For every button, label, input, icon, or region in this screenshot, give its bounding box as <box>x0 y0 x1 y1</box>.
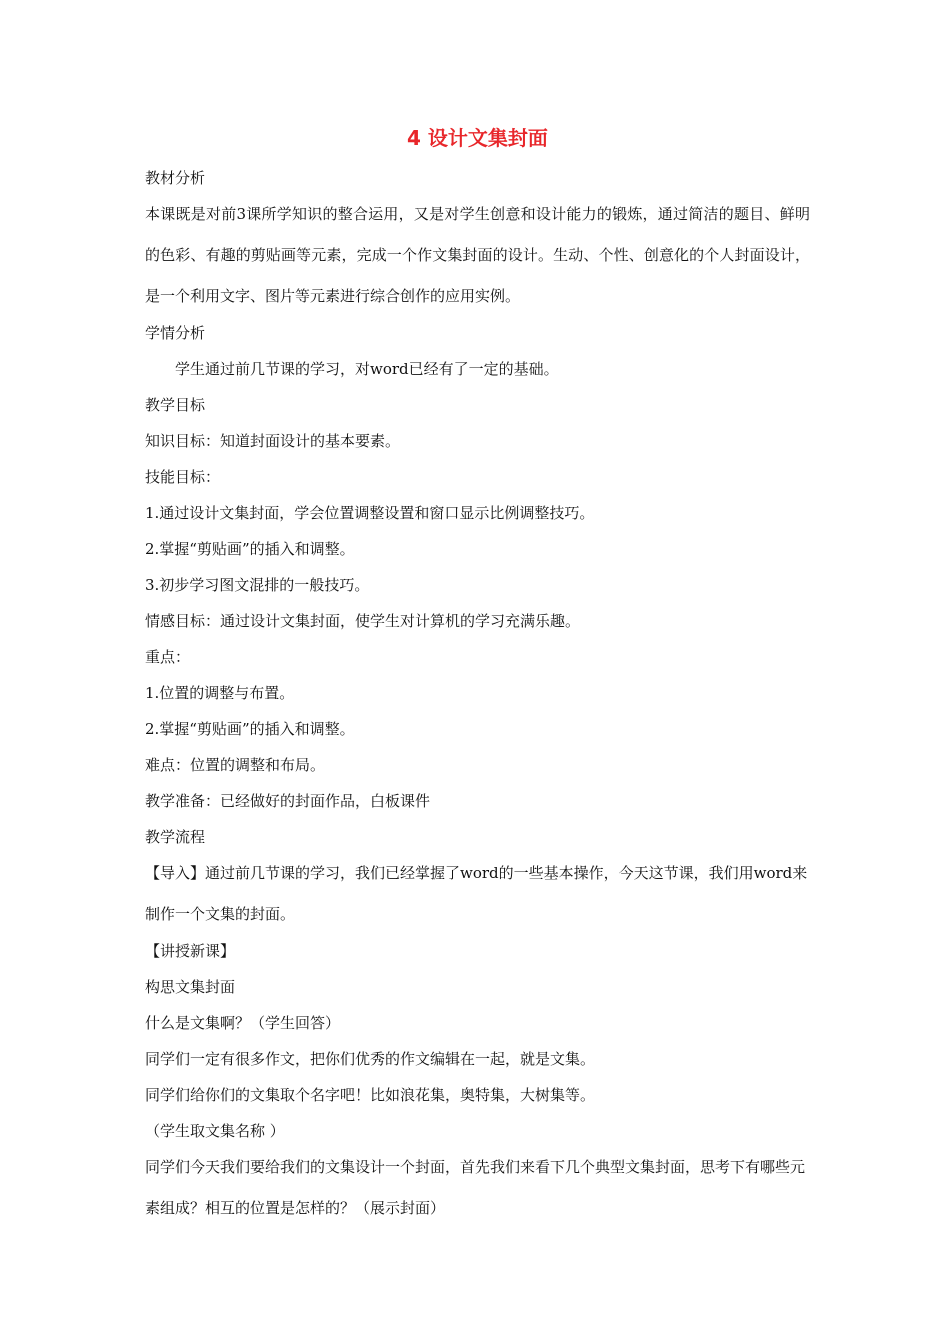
knowledge-goal: 知识目标：知道封面设计的基本要素。 <box>145 432 401 450</box>
text-line: （学生取文集名称 ） <box>145 1122 285 1140</box>
skill-goal-heading: 技能目标： <box>145 468 221 486</box>
skill-goal-item: 1.通过设计文集封面，学会位置调整设置和窗口显示比例调整技巧。 <box>145 504 595 522</box>
heading-teaching-goals: 教学目标 <box>145 396 206 414</box>
skill-goal-item: 3.初步学习图文混排的一般技巧。 <box>145 576 370 594</box>
text-line: 同学们给你们的文集取个名字吧！比如浪花集，奥特集，大树集等。 <box>145 1086 596 1104</box>
key-points-heading: 重点： <box>145 648 191 666</box>
heading-new-lesson: 【讲授新课】 <box>145 942 236 960</box>
heading-textbook-analysis: 教材分析 <box>145 169 206 187</box>
paragraph-introduction: 【导入】通过前几节课的学习，我们已经掌握了word的一些基本操作，今天这节课，我们用word来制作一个文集的封面。 <box>145 864 808 923</box>
skill-goal-item: 2.掌握“剪贴画”的插入和调整。 <box>145 540 355 558</box>
document-page <box>145 118 810 1227</box>
emotion-goal: 情感目标：通过设计文集封面，使学生对计算机的学习充满乐趣。 <box>145 612 581 630</box>
teaching-preparation: 教学准备：已经做好的封面作品，白板课件 <box>145 792 431 810</box>
text-line: 同学们一定有很多作文，把你们优秀的作文编辑在一起，就是文集。 <box>145 1050 596 1068</box>
key-point-item: 1.位置的调整与布置。 <box>145 684 295 702</box>
heading-student-analysis: 学情分析 <box>145 324 206 342</box>
document-title: 4 设计文集封面 <box>407 126 548 150</box>
text-line: 什么是文集啊？（学生回答） <box>145 1014 341 1032</box>
paragraph-cover-examples: 同学们今天我们要给我们的文集设计一个封面，首先我们来看下几个典型文集封面，思考下有哪些元素组成？相互的位置是怎样的？（展示封面） <box>145 1158 806 1217</box>
difficulty: 难点：位置的调整和布局。 <box>145 756 326 774</box>
subheading-cover-concept: 构思文集封面 <box>145 978 236 996</box>
heading-teaching-process: 教学流程 <box>145 828 206 846</box>
key-point-item: 2.掌握“剪贴画”的插入和调整。 <box>145 720 355 738</box>
paragraph-student-analysis: 学生通过前几节课的学习，对word已经有了一定的基础。 <box>175 360 559 378</box>
paragraph-textbook-analysis: 本课既是对前3课所学知识的整合运用，又是对学生创意和设计能力的锻炼，通过简洁的题目、鲜明的色彩、有趣的剪贴画等元素，完成一个作文集封面的设计。生动、个性、创意化的个人封面设计，是一个利用文字、图片等元素进行综合创作的应用实例。 <box>145 205 810 305</box>
